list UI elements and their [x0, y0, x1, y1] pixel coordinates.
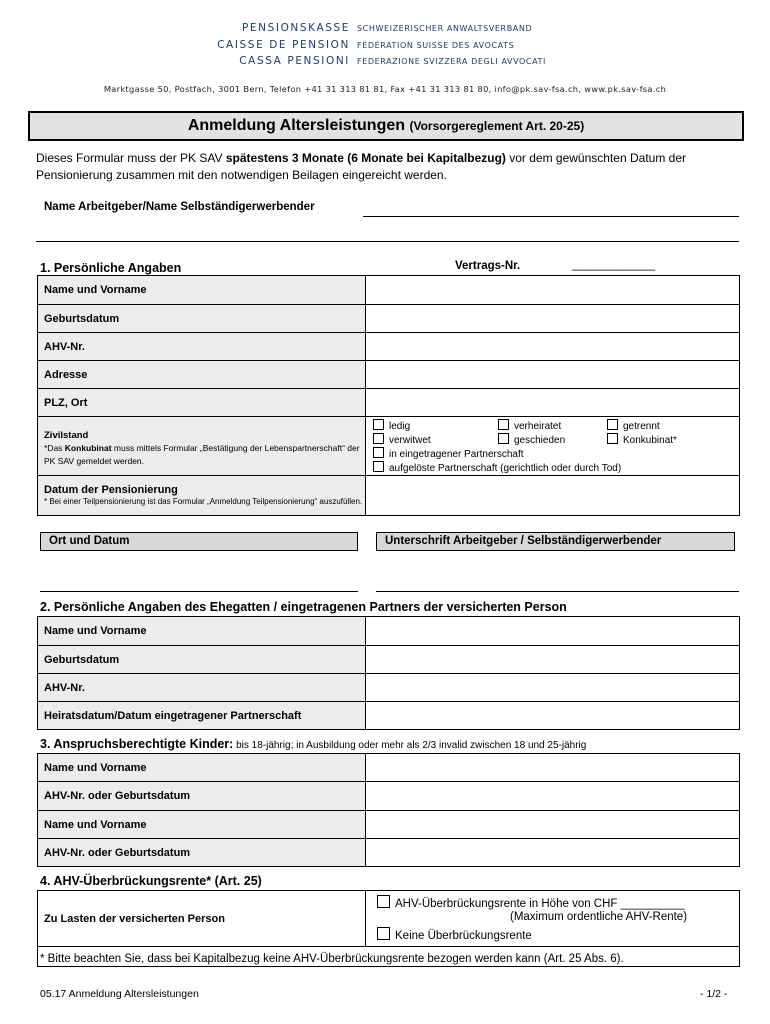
row-label-address: Adresse: [38, 361, 366, 389]
option-verheiratet-label: verheiratet: [514, 421, 562, 432]
checkbox-getrennt[interactable]: [607, 419, 618, 430]
checkbox-verwitwet[interactable]: [373, 433, 384, 444]
pension-fund-names: [190, 20, 350, 70]
child1-input-ahv[interactable]: [366, 782, 740, 811]
spouse-input-birthdate[interactable]: [366, 646, 740, 674]
employer-name-line-2[interactable]: [36, 241, 739, 242]
contract-number-field[interactable]: _____________: [572, 259, 656, 271]
form-title: Anmeldung Altersleistungen: [187, 117, 406, 134]
page-number: - 1/2 -: [700, 988, 728, 1000]
association-name-it: FEDERAZIONE SVIZZERA DEGLI AVVOCATI: [357, 57, 546, 66]
civil-status-label: Zivilstand: [44, 429, 89, 441]
checkbox-verheiratet[interactable]: [498, 419, 509, 430]
section3-note: bis 18-jährig; in Ausbildung oder mehr als 2/3 invalid zwischen 18 und 25-jährig: [233, 740, 587, 751]
row-label-birthdate: Geburtsdatum: [38, 305, 366, 333]
option-no-bridging-pension[interactable]: [377, 927, 532, 942]
spouse-input-name[interactable]: [366, 617, 740, 646]
input-birthdate[interactable]: [366, 305, 740, 333]
place-date-header: Ort und Datum: [40, 532, 358, 551]
input-zip-city[interactable]: [366, 389, 740, 417]
child1-label-ahv: AHV-Nr. oder Geburtsdatum: [38, 782, 366, 811]
option-bridging-pension-label: AHV-Überbrückungsrente in Höhe von CHF __________: [395, 898, 685, 910]
option-getrennt[interactable]: [607, 419, 660, 432]
option-ledig-label: ledig: [389, 421, 411, 432]
option-bridging-pension[interactable]: [377, 895, 685, 910]
intro-part2: vor dem gewünschten Datum der Pensionierung zusammen mit den notwendigen Beilagen eingereicht werden.: [36, 151, 686, 182]
option-ledig[interactable]: [373, 419, 410, 432]
option-partnerschaft-label: in eingetragener Partnerschaft: [389, 449, 524, 460]
bridging-pension-max-note: (Maximum ordentliche AHV-Rente): [510, 911, 688, 923]
option-partnerschaft[interactable]: [373, 447, 524, 460]
checkbox-aufgeloest[interactable]: [373, 461, 384, 472]
footer-document-id: 05.17 Anmeldung Altersleistungen: [40, 988, 199, 1000]
intro-part1: Dieses Formular muss der PK SAV: [36, 151, 226, 165]
spouse-input-marriage-date[interactable]: [366, 702, 740, 730]
org-name-fr: CAISSE DE PENSION: [217, 38, 350, 51]
checkbox-konkubinat[interactable]: [607, 433, 618, 444]
option-geschieden-label: geschieden: [514, 435, 566, 446]
child1-input-name[interactable]: [366, 754, 740, 782]
section1-title: 1. Persönliche Angaben: [40, 261, 182, 275]
row-label-name: Name und Vorname: [38, 276, 366, 305]
association-name-de: SCHWEIZERISCHER ANWALTSVERBAND: [357, 24, 533, 33]
option-geschieden[interactable]: [498, 433, 565, 446]
input-ahv[interactable]: [366, 333, 740, 361]
child2-input-ahv[interactable]: [366, 839, 740, 867]
child2-label-ahv: AHV-Nr. oder Geburtsdatum: [38, 839, 366, 867]
signature-line[interactable]: [376, 591, 739, 592]
spouse-data-table: [37, 616, 740, 730]
input-name[interactable]: [366, 276, 740, 305]
form-title-box: [28, 111, 744, 141]
employer-label: Name Arbeitgeber/Name Selbständigerwerbender: [44, 201, 315, 213]
checkbox-geschieden[interactable]: [498, 433, 509, 444]
section3-title: [40, 737, 586, 751]
section2-title: 2. Persönliche Angaben des Ehegatten / eingetragenen Partners der versicherten Person: [40, 600, 567, 614]
retirement-date-label: Datum der Pensionierung: [44, 484, 178, 496]
place-date-line[interactable]: [40, 591, 358, 592]
option-konkubinat-label: Konkubinat*: [623, 435, 677, 446]
contract-number-label: Vertrags-Nr.: [455, 260, 521, 272]
civil-note-pre: *Das: [44, 442, 65, 453]
spouse-input-ahv[interactable]: [366, 674, 740, 702]
civil-status-note: [44, 442, 365, 468]
option-aufgeloest-label: aufgelöste Partnerschaft (gerichtlich oder durch Tod): [389, 463, 622, 474]
option-getrennt-label: getrennt: [623, 421, 660, 432]
option-no-bridging-pension-label: Keine Überbrückungsrente: [395, 930, 532, 942]
option-verwitwet[interactable]: [373, 433, 431, 446]
option-verheiratet[interactable]: [498, 419, 561, 432]
option-aufgeloest[interactable]: [373, 461, 621, 474]
children-data-table: [37, 753, 740, 867]
option-konkubinat[interactable]: [607, 433, 677, 446]
intro-deadline: spätestens 3 Monate (6 Monate bei Kapitalbezug): [225, 151, 506, 165]
checkbox-bridging-pension[interactable]: [377, 895, 390, 908]
input-retirement-date[interactable]: [366, 476, 740, 516]
input-address[interactable]: [366, 361, 740, 389]
row-label-ahv: AHV-Nr.: [38, 333, 366, 361]
section4-title: 4. AHV-Überbrückungsrente* (Art. 25): [40, 874, 262, 888]
spouse-label-name: Name und Vorname: [38, 617, 366, 646]
spouse-label-ahv: AHV-Nr.: [38, 674, 366, 702]
civil-note-post: muss mittels Formular „Bestätigung der Lebenspartnerschaft“ der PK SAV gemeldet werden.: [44, 442, 360, 466]
personal-data-table: [37, 275, 740, 516]
retirement-date-note: * Bei einer Teilpensionierung ist das Formular „Anmeldung Teilpensionierung“ auszufüllen.: [44, 497, 363, 506]
checkbox-no-bridging-pension[interactable]: [377, 927, 390, 940]
bridging-pension-footnote: * Bitte beachten Sie, dass bei Kapitalbezug keine AHV-Überbrückungsrente bezogen werden kann (Art. 25 Abs. 6).: [40, 953, 624, 965]
form-title-regulation: (Vorsorgereglement Art. 20-25): [409, 119, 585, 133]
child1-label-name: Name und Vorname: [38, 754, 366, 782]
org-name-it: CASSA PENSIONI: [239, 55, 350, 67]
section3-title-text: 3. Anspruchsberechtigte Kinder:: [40, 737, 234, 751]
association-name-fr: FÉDÉRATION SUISSE DES AVOCATS: [357, 40, 515, 50]
civil-note-bold: Konkubinat: [64, 442, 112, 453]
retirement-date-cell: [38, 476, 366, 516]
checkbox-ledig[interactable]: [373, 419, 384, 430]
spouse-label-birthdate: Geburtsdatum: [38, 646, 366, 674]
association-names: [357, 21, 546, 71]
checkbox-partnerschaft[interactable]: [373, 447, 384, 458]
org-name-de: PENSIONSKASSE: [241, 22, 350, 34]
employer-name-line[interactable]: [363, 216, 739, 217]
signature-header: Unterschrift Arbeitgeber / Selbständigerwerbender: [376, 532, 735, 551]
row-label-zip-city: PLZ, Ort: [38, 389, 366, 417]
child2-input-name[interactable]: [366, 811, 740, 839]
option-verwitwet-label: verwitwet: [389, 435, 431, 446]
child2-label-name: Name und Vorname: [38, 811, 366, 839]
contact-address: Marktgasse 50, Postfach, 3001 Bern, Telefon +41 31 313 81 81, Fax +41 31 313 81 80, info@pk.sav-fsa.ch, www.pk.sav-fsa.ch: [103, 84, 667, 94]
spouse-label-marriage-date: Heiratsdatum/Datum eingetragener Partnerschaft: [38, 702, 366, 730]
bridging-pension-label: Zu Lasten der versicherten Person: [38, 891, 366, 947]
civil-status-cell: [38, 417, 366, 476]
intro-text: [36, 150, 741, 184]
